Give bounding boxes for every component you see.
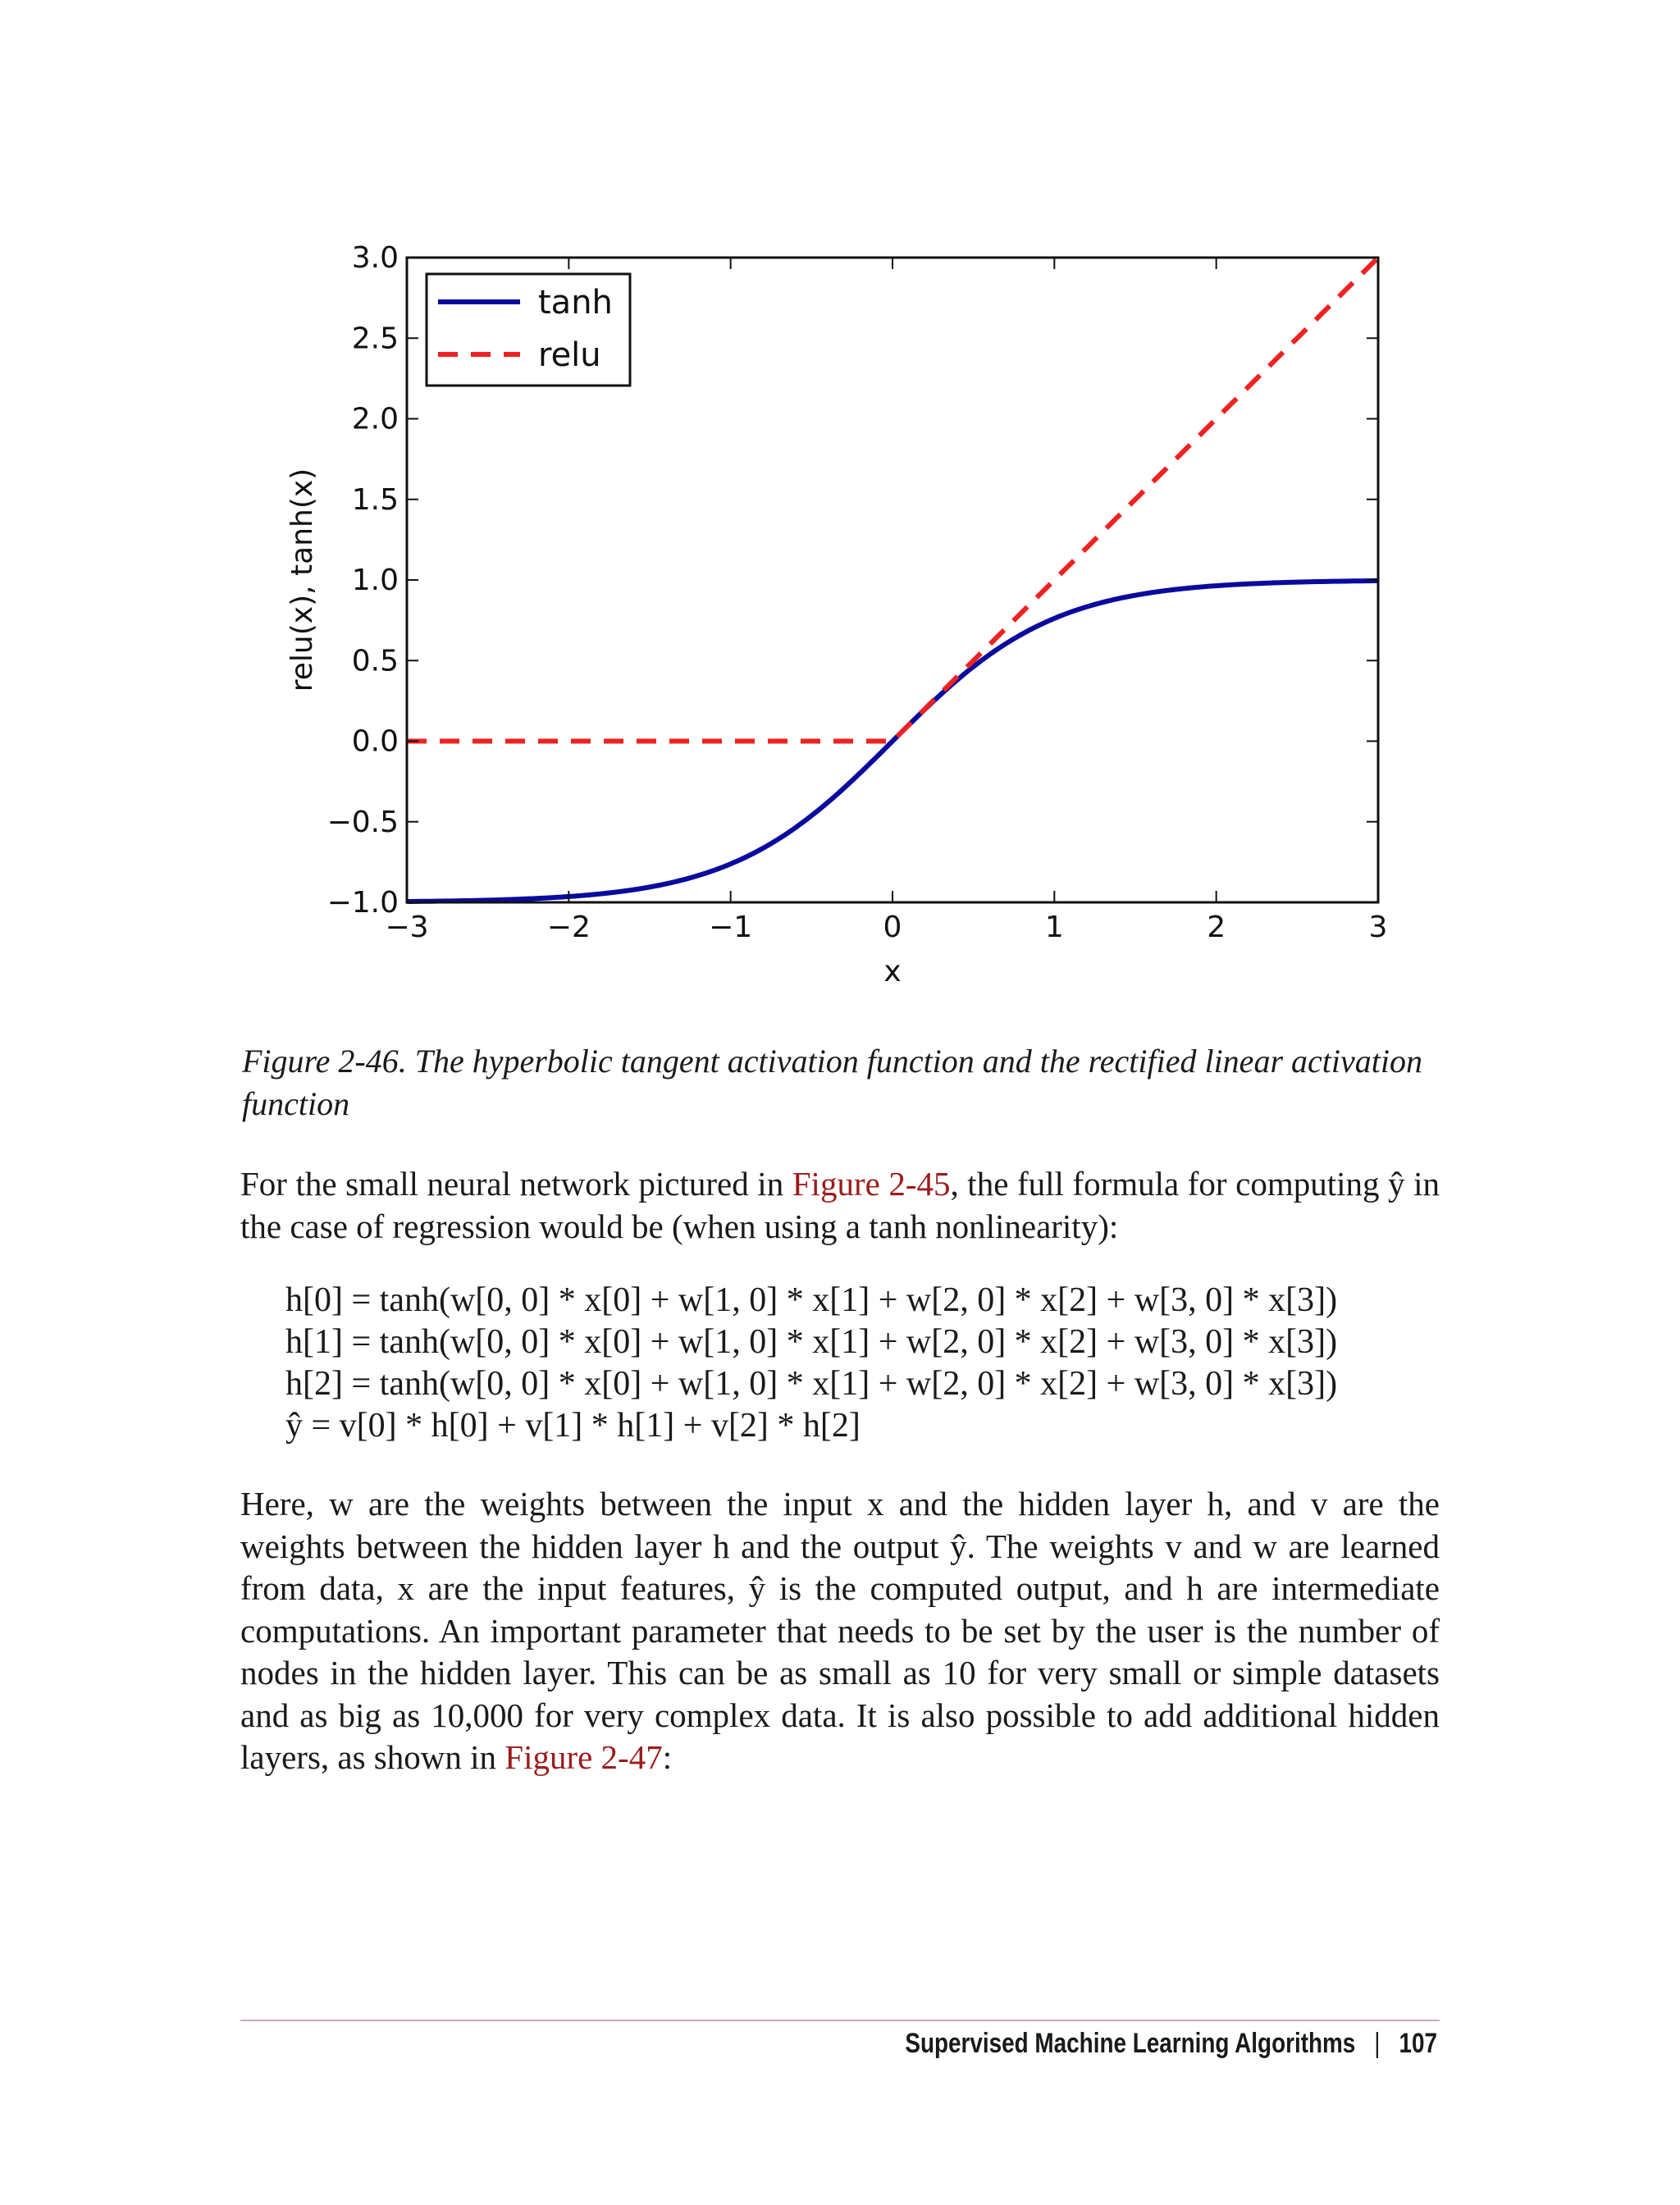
paragraph-intro-text-1: For the small neural network pictured in	[240, 1165, 792, 1203]
figure-caption: Figure 2-46. The hyperbolic tangent activation function and the rectified linear activation function	[242, 1043, 1422, 1122]
page-footer	[905, 2028, 1437, 2060]
legend-tanh-label: tanh	[538, 284, 613, 322]
y-tick-label: −0.5	[326, 805, 399, 839]
activation-chart	[246, 221, 1444, 1009]
equation-yhat: ŷ = v[0] * h[0] + v[1] * h[1] + v[2] * h[2]	[285, 1407, 861, 1445]
paragraph-intro	[240, 1163, 1440, 1248]
legend	[427, 274, 630, 386]
footer-rule	[240, 2020, 1440, 2021]
figure-2-45-link[interactable]: Figure 2-45	[792, 1165, 951, 1203]
y-tick-label: 2.0	[351, 402, 399, 436]
x-axis-label: x	[883, 955, 902, 988]
equation-h1: h[1] = tanh(w[0, 0] * x[0] + w[1, 0] * x[1] + w[2, 0] * x[2] + w[3, 0] * x[3])	[285, 1323, 1338, 1361]
x-tick-label: 1	[1044, 911, 1064, 944]
paragraph-explanation-text-1: Here, w are the weights between the input x and the hidden layer h, and v are the weights between the hidden layer h and the output ŷ. The weights v and w are learned from data, x are the input features, ŷ is the computed output, and h are intermediate computations. An important parameter that needs to be set by the user is the number of nodes in the hidden layer. This can be as small as 10 for very small or simple datasets and as big as 10,000 for very complex data. It is also possible to add additional hidden layers, as shown in	[240, 1485, 1440, 1776]
y-tick-label: 0.0	[351, 724, 399, 759]
legend-relu-label: relu	[538, 336, 601, 374]
paragraph-explanation-text-2: :	[662, 1738, 673, 1776]
y-tick-label: 0.5	[351, 644, 399, 678]
y-tick-label: 3.0	[351, 241, 399, 275]
equation-h0: h[0] = tanh(w[0, 0] * x[0] + w[1, 0] * x[1] + w[2, 0] * x[2] + w[3, 0] * x[3])	[285, 1281, 1338, 1319]
y-tick-label: 2.5	[351, 322, 399, 356]
x-tick-label: 2	[1207, 911, 1226, 944]
y-axis-label: relu(x), tanh(x)	[285, 468, 319, 692]
equation-h2: h[2] = tanh(w[0, 0] * x[0] + w[1, 0] * x[1] + w[2, 0] * x[2] + w[3, 0] * x[3])	[285, 1365, 1338, 1403]
x-tick-label: −1	[709, 911, 753, 944]
x-tick-label: 3	[1368, 911, 1388, 944]
footer-page-number: 107	[1399, 2028, 1437, 2059]
y-tick-label: 1.0	[351, 564, 399, 597]
paragraph-explanation	[240, 1483, 1440, 1779]
y-tick-label: −1.0	[326, 886, 399, 920]
formula-block	[285, 1280, 1418, 1447]
y-tick-label: 1.5	[351, 482, 399, 517]
paragraph-intro-text-2: , the full formula for computing ŷ in the case of regression would be (when using a tanh nonlinearity):	[240, 1165, 1440, 1245]
figure-2-47-link[interactable]: Figure 2-47	[504, 1738, 663, 1776]
footer-separator: |	[1374, 2028, 1381, 2059]
footer-section-title: Supervised Machine Learning Algorithms	[905, 2028, 1356, 2059]
x-tick-label: 0	[883, 911, 902, 944]
x-tick-label: −2	[546, 911, 591, 944]
x-tick-label: −3	[385, 911, 429, 944]
